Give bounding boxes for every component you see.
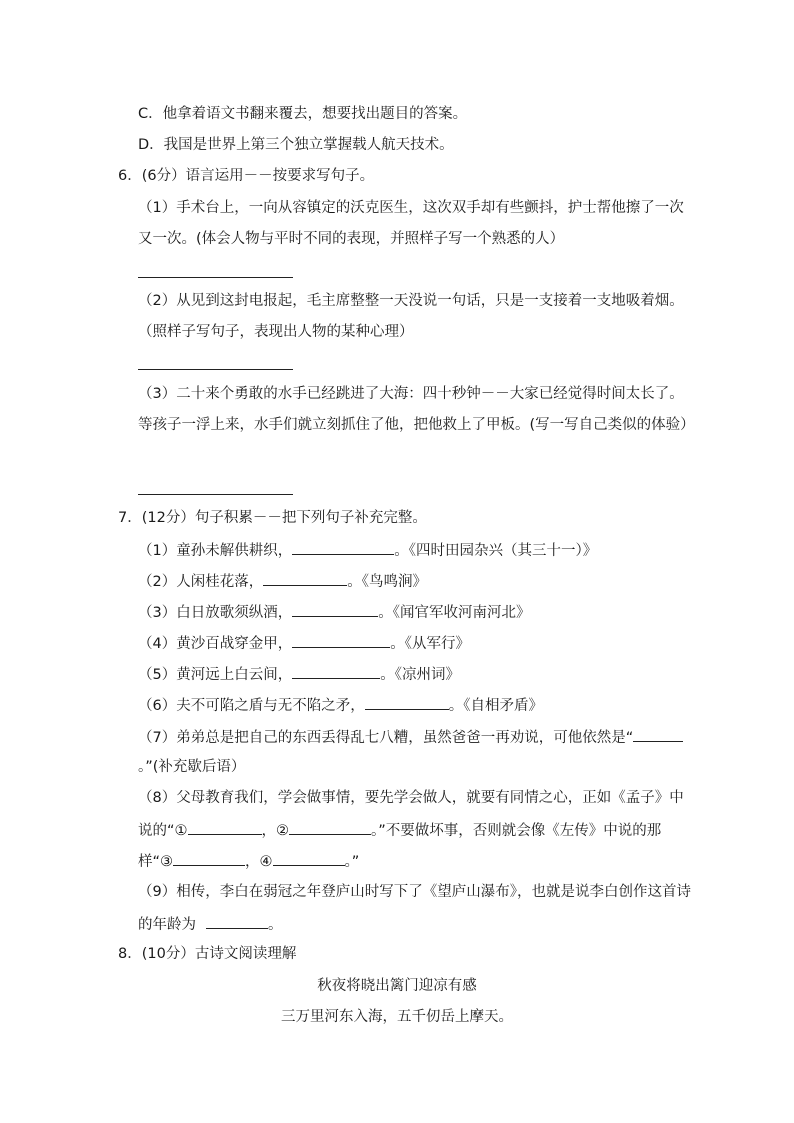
- q5-option-c: C．他拿着语文书翻来覆去，想要找出题目的答案。: [138, 106, 468, 122]
- q6-s1-line2: 又一次。(体会人物与平时不同的表现，并照样子写一个熟悉的人）: [138, 231, 565, 247]
- q6-heading: 6．(6分）语言运用－－按要求写句子。: [118, 168, 375, 184]
- q7-i5-blank[interactable]: [292, 663, 380, 679]
- q7-item-6: [138, 694, 543, 716]
- q6-s2-answer-line[interactable]: [138, 369, 293, 370]
- q7-i8-blank-3[interactable]: [173, 850, 245, 866]
- q7-i7-blank[interactable]: [633, 726, 683, 742]
- q7-i4-source: 。《从军行》: [390, 636, 470, 652]
- poem-title: 秋夜将晓出篱门迎凉有感: [317, 978, 477, 994]
- q7-i1-text: （1）童孙未解供耕织，: [138, 543, 293, 559]
- q7-i3-source: 。《闻官军收河南河北》: [378, 605, 531, 621]
- q7-i6-text: （6）夫不可陷之盾与无不陷之矛，: [138, 698, 365, 714]
- q6-s3-line1: （3）二十来个勇敢的水手已经跳进了大海：四十秒钟－－大家已经觉得时间太长了。: [138, 386, 684, 402]
- q6-s2-line2: （照样子写句子，表现出人物的某种心理）: [138, 324, 414, 340]
- q7-item-1: [138, 539, 597, 561]
- q7-item-7-line1: [138, 726, 683, 748]
- q7-i2-text: （2）人闲桂花落，: [138, 574, 264, 590]
- q7-item-8-line3: [138, 850, 359, 872]
- q7-i1-source: 。《四时田园杂兴（其三十一）》: [394, 543, 598, 559]
- q7-i9-l2-text: 的年龄为: [138, 917, 196, 933]
- q7-item-8-line2: [138, 819, 661, 841]
- q7-i8-l2b: ，②: [261, 823, 290, 839]
- q7-item-2: [138, 570, 427, 592]
- q7-item-5: [138, 663, 460, 685]
- q7-i7-line2: 。”(补充歇后语）: [138, 759, 246, 775]
- q6-s1-line1: （1）手术台上，一向从容镇定的沃克医生，这次双手却有些颤抖，护士帮他擦了一次: [138, 200, 684, 216]
- poem-line-1: 三万里河东入海，五千仞岳上摩天。: [281, 1009, 513, 1025]
- q7-item-4: [138, 632, 470, 654]
- q6-s1-answer-line[interactable]: [138, 277, 293, 278]
- q7-i3-text: （3）白日放歌须纵酒，: [138, 605, 293, 621]
- q7-i9-line1: （9）相传，李白在弱冠之年登庐山时写下了《望庐山瀑布》，也就是说李白创作这首诗: [138, 884, 691, 900]
- q7-item-9-line2: [138, 913, 283, 935]
- q7-i6-blank[interactable]: [365, 694, 449, 710]
- q7-i2-blank[interactable]: [263, 570, 347, 586]
- q7-i4-blank[interactable]: [292, 632, 390, 648]
- q7-i8-blank-1[interactable]: [188, 819, 262, 835]
- q7-i5-source: 。《凉州词》: [380, 667, 460, 683]
- q7-i1-blank[interactable]: [292, 539, 394, 555]
- q7-i8-l3c: 。”: [344, 854, 360, 870]
- q7-i5-text: （5）黄河远上白云间，: [138, 667, 293, 683]
- q7-i4-text: （4）黄沙百战穿金甲，: [138, 636, 293, 652]
- q7-i6-source: 。《自相矛盾》: [448, 698, 543, 714]
- q6-s2-line1: （2）从见到这封电报起，毛主席整整一天没说一句话，只是一支接着一支地吸着烟。: [138, 293, 684, 309]
- q7-item-3: [138, 601, 530, 623]
- q6-s3-line2: 等孩子一浮上来，水手们就立刻抓住了他，把他救上了甲板。(写一写自己类似的体验）: [138, 417, 695, 433]
- q7-i8-l3a: 样“③: [138, 854, 174, 870]
- q6-s3-answer-line[interactable]: [138, 494, 293, 495]
- q7-i2-source: 。《鸟鸣涧》: [347, 574, 427, 590]
- q7-i3-blank[interactable]: [292, 601, 378, 617]
- q7-i9-l2-end: 。: [268, 917, 283, 933]
- q7-i8-blank-4[interactable]: [273, 850, 345, 866]
- q7-heading: 7．(12分）句子积累－－把下列句子补充完整。: [118, 510, 427, 526]
- q8-heading: 8．(10分）古诗文阅读理解: [118, 946, 297, 962]
- q7-i8-l2a: 说的“①: [138, 823, 188, 839]
- q7-i7-text: （7）弟弟总是把自己的东西丢得乱七八糟，虽然爸爸一再劝说，可他依然是“: [138, 730, 634, 746]
- q7-i8-line1: （8）父母教育我们，学会做事情，要先学会做人，就要有同情之心，正如《孟子》中: [138, 790, 684, 806]
- q7-i9-blank[interactable]: [206, 913, 268, 929]
- q5-option-d: D．我国是世界上第三个独立掌握载人航天技术。: [138, 137, 454, 153]
- q7-i8-l3b: ，④: [245, 854, 273, 870]
- q7-i8-l2c: 。”不要做坏事，否则就会像《左传》中说的那: [371, 823, 662, 839]
- q7-i8-blank-2[interactable]: [289, 819, 371, 835]
